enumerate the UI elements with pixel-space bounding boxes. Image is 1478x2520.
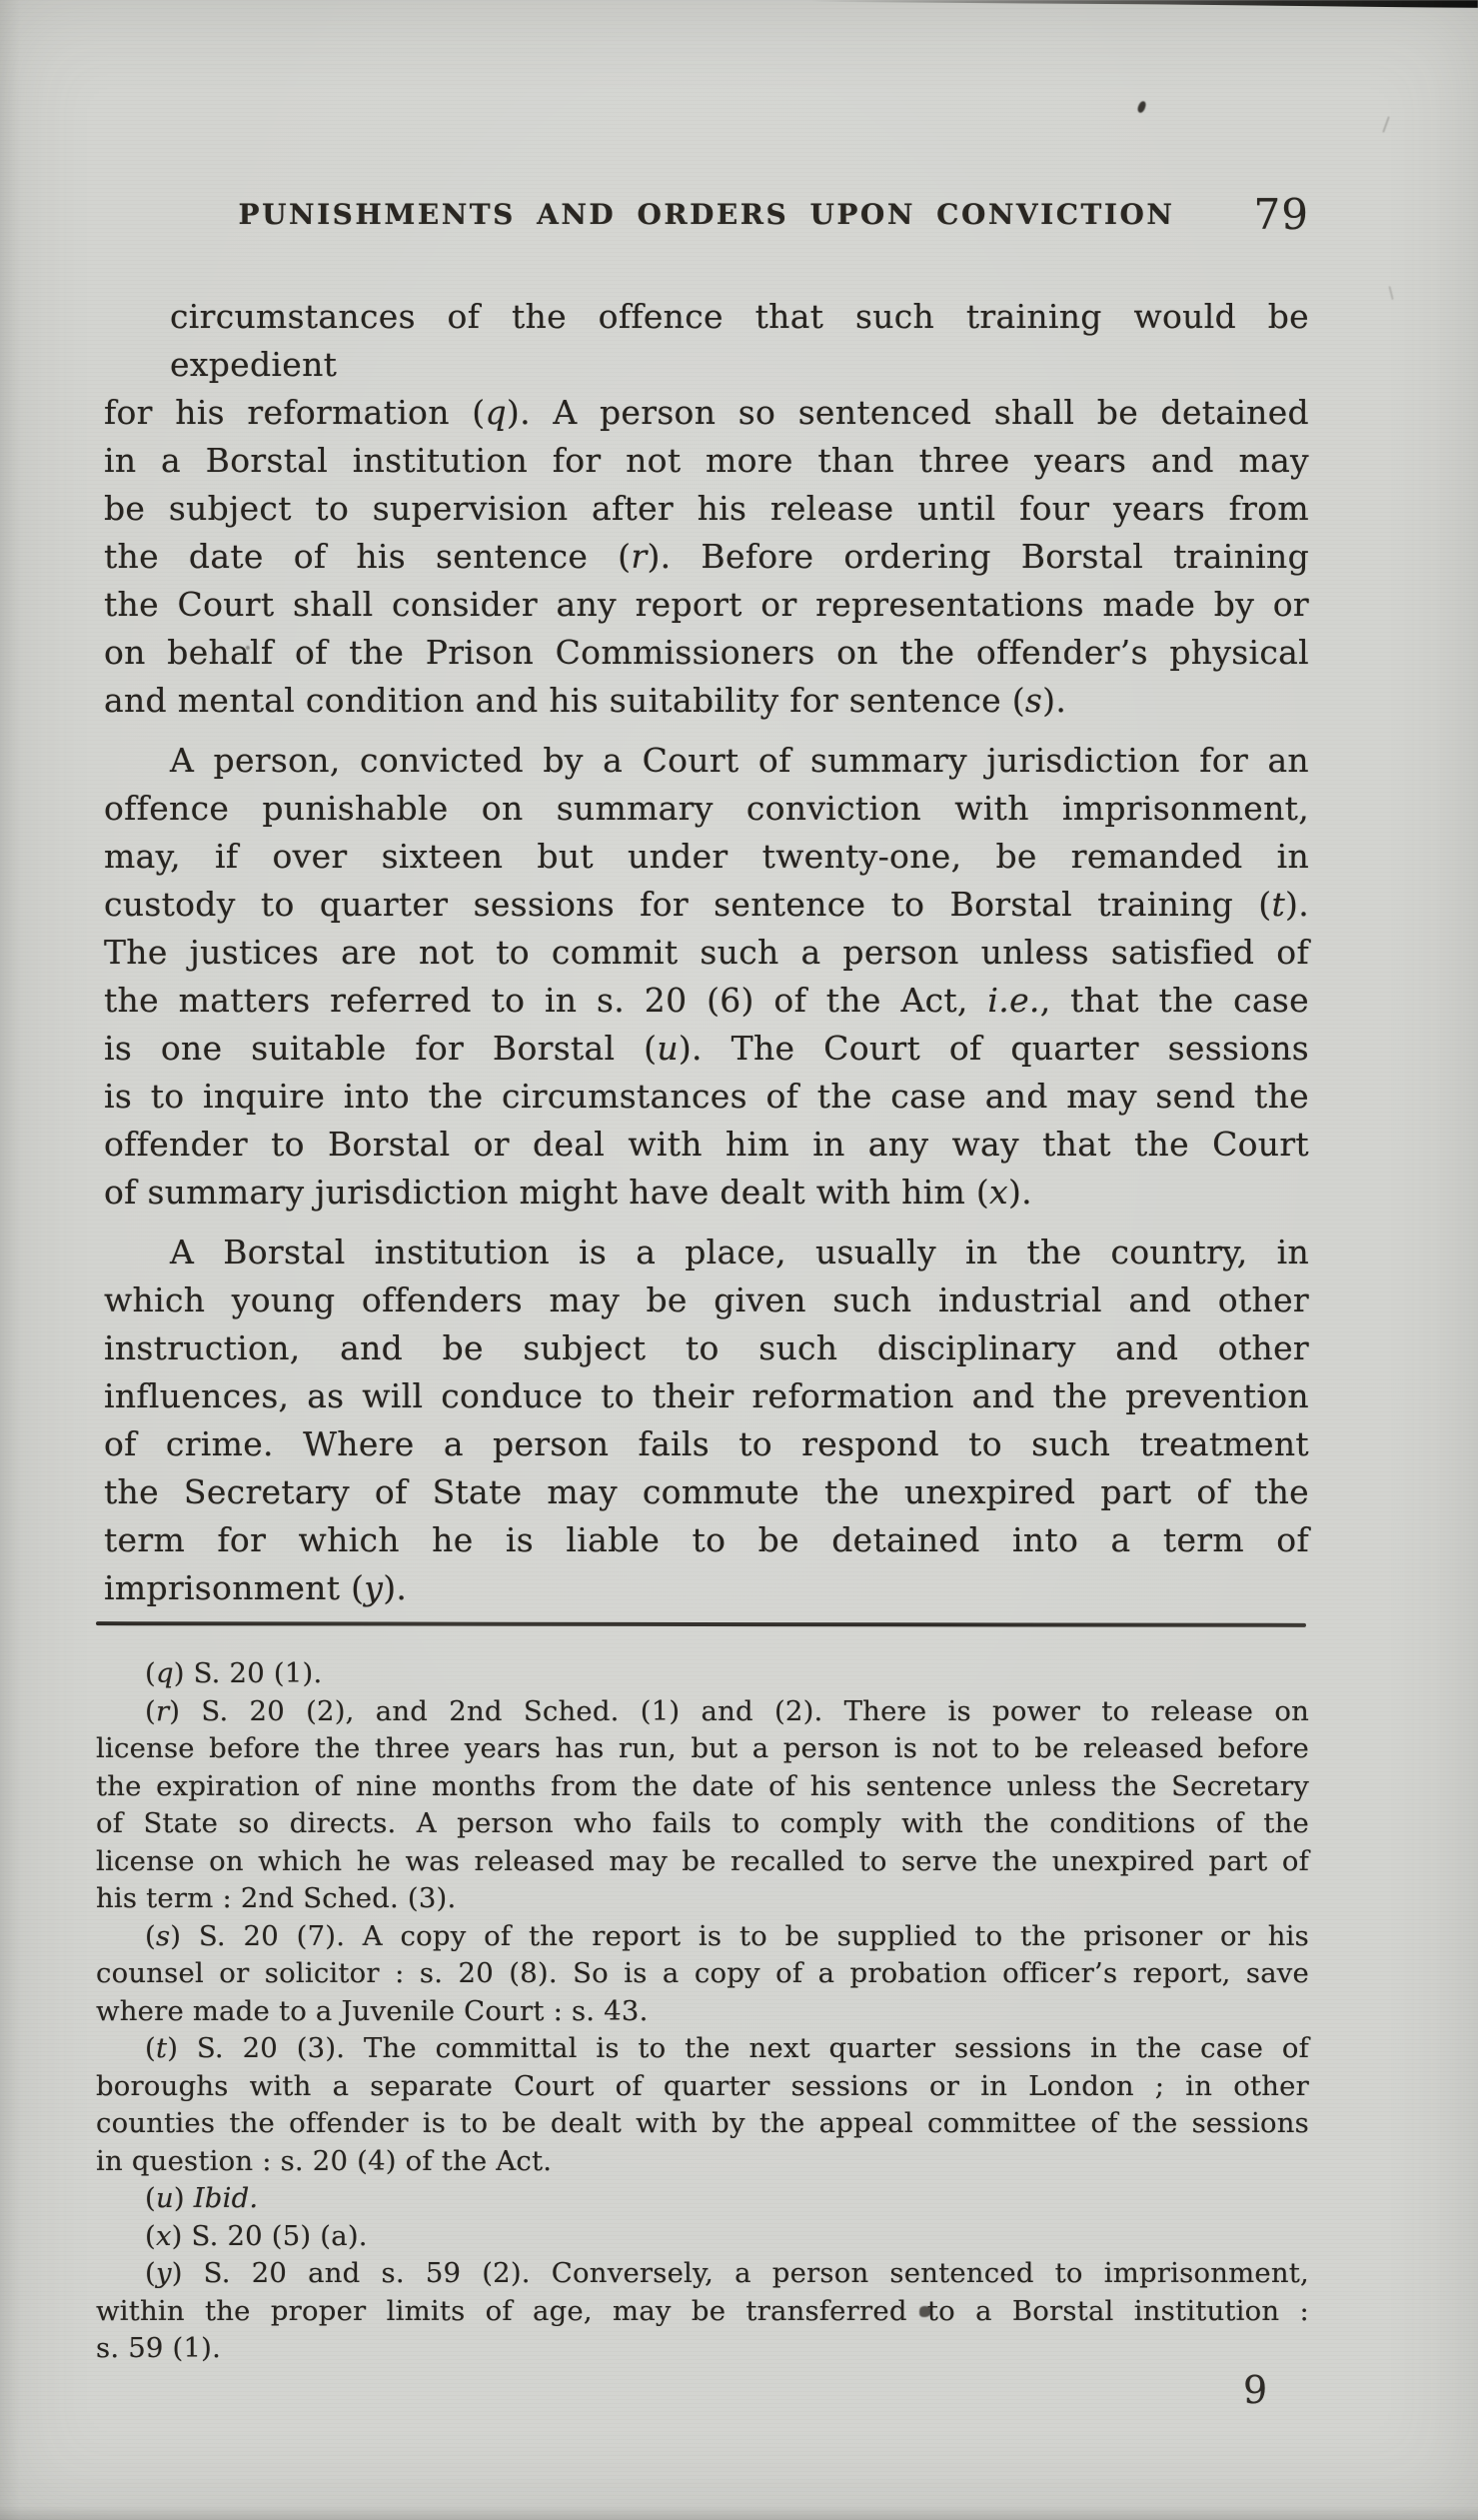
text-line: the matters referred to in s. 20 (6) of the Act, i.e., that the case	[104, 981, 1309, 1020]
paragraph	[104, 1229, 1309, 1612]
paragraph	[104, 293, 1309, 725]
footnotes	[96, 1655, 1309, 2368]
text-line: counties the offender is to be dealt with by the appeal committee of the sessions	[96, 2107, 1309, 2139]
text-line: (q) S. 20 (1).	[145, 1657, 323, 1689]
text-line: for his reformation (q). A person so sentenced shall be detained	[104, 393, 1309, 432]
scan-edge-shadow-top	[811, 0, 1478, 8]
paragraph	[104, 737, 1309, 1217]
footnote	[96, 1918, 1309, 2031]
text-line: offence punishable on summary conviction with imprisonment,	[104, 789, 1309, 828]
signature-mark: 9	[1243, 2368, 1268, 2412]
page-title: PUNISHMENTS AND ORDERS UPON CONVICTION	[238, 198, 1175, 231]
text-line: A Borstal institution is a place, usually in the country, in	[170, 1233, 1309, 1271]
text-line: instruction, and be subject to such disciplinary and other	[104, 1328, 1309, 1367]
text-line: A person, convicted by a Court of summary jurisdiction for an	[170, 741, 1309, 780]
text-line: license before the three years has run, but a person is not to be released before	[96, 1732, 1309, 1764]
text-line: custody to quarter sessions for sentence to Borstal training (t).	[104, 885, 1309, 924]
footnote	[96, 2030, 1309, 2180]
text-line: (s) S. 20 (7). A copy of the report is to be supplied to the prisoner or his	[145, 1919, 1309, 1952]
text-line: within the proper limits of age, may be transferred to a Borstal institution :	[96, 2294, 1309, 2327]
text-line: in question : s. 20 (4) of the Act.	[96, 2144, 553, 2177]
text-line: (r) S. 20 (2), and 2nd Sched. (1) and (2). There is power to release on	[145, 1694, 1309, 1727]
text-line: (t) S. 20 (3). The committal is to the next quarter sessions in the case of	[145, 2032, 1309, 2064]
text-line: boroughs with a separate Court of quarter sessions or in London ; in other	[96, 2069, 1309, 2102]
text-line: the expiration of nine months from the date of his sentence unless the Secretary	[96, 1769, 1309, 1802]
text-line: is one suitable for Borstal (u). The Court of quarter sessions	[104, 1029, 1309, 1068]
scan-edge-shadow-bottom	[0, 2506, 1478, 2520]
footnote	[96, 1693, 1309, 1918]
text-line: the Secretary of State may commute the unexpired part of the	[104, 1472, 1309, 1511]
text-line: (x) S. 20 (5) (a).	[145, 2219, 368, 2252]
text-line: license on which he was released may be recalled to serve the unexpired part of	[96, 1844, 1309, 1877]
body-text	[104, 293, 1309, 1612]
text-line: his term : 2nd Sched. (3).	[96, 1882, 457, 1914]
text-line: offender to Borstal or deal with him in any way that the Court	[104, 1125, 1309, 1164]
text-line: of crime. Where a person fails to respond to such treatment	[104, 1424, 1309, 1463]
text-line: term for which he is liable to be detained into a term of	[104, 1520, 1309, 1559]
text-line: (y) S. 20 and s. 59 (2). Conversely, a person sentenced to imprisonment,	[145, 2257, 1309, 2289]
text-line: and mental condition and his suitability for sentence (s).	[104, 681, 1067, 720]
footnote	[96, 2180, 1309, 2218]
text-line: be subject to supervision after his release until four years from	[104, 489, 1309, 528]
ink-speck	[1136, 100, 1146, 113]
text-line: imprisonment (y).	[104, 1568, 408, 1607]
footnote	[96, 2218, 1309, 2256]
page-number: 79	[1253, 190, 1309, 239]
footnote-separator-rule	[96, 1621, 1306, 1627]
running-header	[104, 190, 1309, 239]
text-line: on behalf of the Prison Commissioners on the offender’s physical	[104, 633, 1309, 672]
text-line: where made to a Juvenile Court : s. 43.	[96, 1994, 649, 2027]
text-line: is to inquire into the circumstances of the case and may send the	[104, 1077, 1309, 1116]
text-line: s. 59 (1).	[96, 2332, 222, 2364]
text-line: of State so directs. A person who fails to comply with the conditions of the	[96, 1807, 1309, 1839]
text-line: of summary jurisdiction might have dealt with him (x).	[104, 1173, 1032, 1212]
text-line: the date of his sentence (r). Before ordering Borstal training	[104, 537, 1309, 576]
text-line: in a Borstal institution for not more than three years and may	[104, 441, 1309, 480]
footnote	[96, 2255, 1309, 2368]
text-line: The justices are not to commit such a person unless satisfied of	[104, 933, 1309, 972]
paper-fiber-mark	[1388, 286, 1393, 300]
footnote	[96, 1655, 1309, 1693]
text-line: circumstances of the offence that such training would be expedient	[170, 297, 1309, 384]
text-line: (u) Ibid.	[145, 2182, 259, 2214]
text-line: influences, as will conduce to their reformation and the prevention	[104, 1376, 1309, 1415]
text-line: the Court shall consider any report or representations made by or	[104, 585, 1309, 624]
text-line: counsel or solicitor : s. 20 (8). So is a copy of a probation officer’s report, save	[96, 1957, 1309, 1989]
text-line: may, if over sixteen but under twenty-one, be remanded in	[104, 837, 1309, 876]
paper-fiber-mark	[1382, 116, 1390, 133]
text-line: which young offenders may be given such industrial and other	[104, 1280, 1309, 1319]
